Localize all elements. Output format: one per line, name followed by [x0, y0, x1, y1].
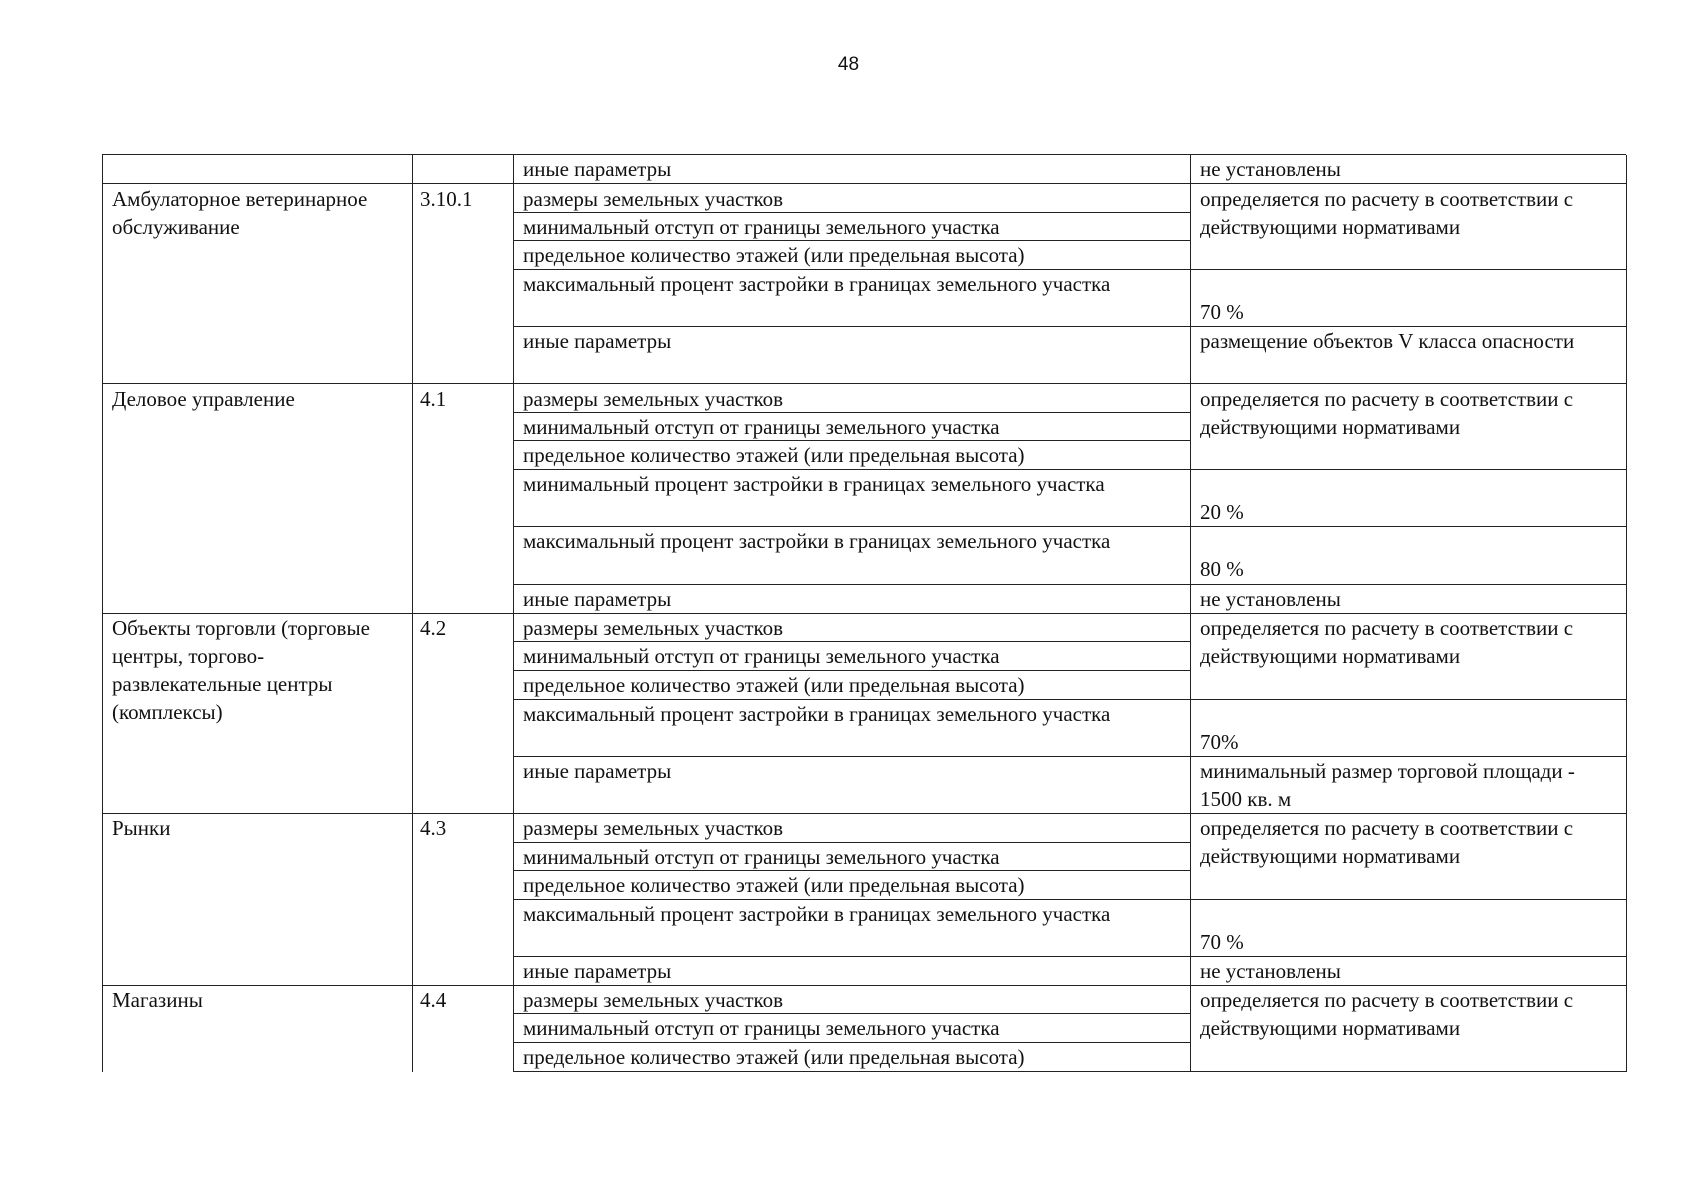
- parameter-value: 80 %: [1200, 557, 1244, 581]
- zoning-parameters-table: [102, 154, 1626, 1072]
- parameter-value: определяется по расчету в соответствии с действующими нормативами: [1200, 387, 1574, 439]
- parameter-label: иные параметры: [523, 759, 672, 783]
- land-use-name: Деловое управление: [112, 387, 295, 411]
- parameter-value: не установлены: [1200, 959, 1341, 983]
- parameter-value: 70 %: [1200, 930, 1244, 954]
- land-use-name: Магазины: [112, 988, 203, 1012]
- land-use-code: 3.10.1: [420, 187, 473, 211]
- parameter-label: максимальный процент застройки в границах земельного участка: [523, 529, 1111, 553]
- row-line: [513, 956, 1626, 957]
- row-line: [513, 584, 1626, 585]
- parameter-label: минимальный отступ от границы земельного участка: [523, 845, 1000, 869]
- group-separator: [102, 183, 1626, 184]
- land-use-name: Амбулаторное ветеринарное обслуживание: [112, 187, 368, 239]
- land-use-code: 4.1: [420, 387, 447, 411]
- parameter-value: минимальный размер торговой площади - 1500 кв. м: [1200, 759, 1575, 811]
- parameter-label: размеры земельных участков: [523, 988, 784, 1012]
- parameter-label: размеры земельных участков: [523, 816, 784, 840]
- parameter-label: размеры земельных участков: [523, 387, 784, 411]
- land-use-code: 4.2: [420, 616, 447, 640]
- parameter-label: максимальный процент застройки в границах земельного участка: [523, 902, 1111, 926]
- parameter-label: максимальный процент застройки в границах земельного участка: [523, 702, 1111, 726]
- parameter-label: минимальный отступ от границы земельного участка: [523, 415, 1000, 439]
- parameter-value: не установлены: [1200, 587, 1341, 611]
- row-line: [513, 1071, 1626, 1072]
- parameter-label: предельное количество этажей (или предельная высота): [523, 443, 1025, 467]
- parameter-label: иные параметры: [523, 329, 672, 353]
- parameter-value: 70%: [1200, 730, 1239, 754]
- parameter-value: определяется по расчету в соответствии с действующими нормативами: [1200, 816, 1574, 868]
- parameter-label: минимальный отступ от границы земельного участка: [523, 215, 1000, 239]
- group-separator: [102, 383, 1626, 384]
- parameter-value: определяется по расчету в соответствии с действующими нормативами: [1200, 988, 1574, 1040]
- parameter-label: минимальный отступ от границы земельного участка: [523, 644, 1000, 668]
- parameter-label: максимальный процент застройки в границах земельного участка: [523, 272, 1111, 296]
- parameter-value: 70 %: [1200, 300, 1244, 324]
- land-use-name: Рынки: [112, 816, 171, 840]
- parameter-label: предельное количество этажей (или предельная высота): [523, 873, 1025, 897]
- parameter-value: 20 %: [1200, 500, 1244, 524]
- parameter-value: определяется по расчету в соответствии с действующими нормативами: [1200, 616, 1574, 668]
- parameter-label: минимальный процент застройки в границах земельного участка: [523, 472, 1105, 496]
- parameter-label: предельное количество этажей (или предельная высота): [523, 243, 1025, 267]
- parameter-value: определяется по расчету в соответствии с действующими нормативами: [1200, 187, 1574, 239]
- parameter-label: иные параметры: [523, 157, 672, 181]
- parameter-label: размеры земельных участков: [523, 187, 784, 211]
- parameter-label: размеры земельных участков: [523, 616, 784, 640]
- table-border-right: [1626, 155, 1627, 1072]
- land-use-name: Объекты торговли (торговые центры, торгово-развлекательные центры (комплексы): [112, 616, 370, 724]
- parameter-label: иные параметры: [523, 587, 672, 611]
- parameter-value: не установлены: [1200, 157, 1341, 181]
- parameter-label: предельное количество этажей (или предельная высота): [523, 1045, 1025, 1069]
- land-use-code: 4.3: [420, 816, 447, 840]
- page-number: 48: [837, 54, 860, 75]
- parameter-value: размещение объектов V класса опасности: [1200, 329, 1575, 353]
- parameter-label: предельное количество этажей (или предельная высота): [523, 673, 1025, 697]
- parameter-label: минимальный отступ от границы земельного участка: [523, 1016, 1000, 1040]
- land-use-code: 4.4: [420, 988, 447, 1012]
- parameter-label: иные параметры: [523, 959, 672, 983]
